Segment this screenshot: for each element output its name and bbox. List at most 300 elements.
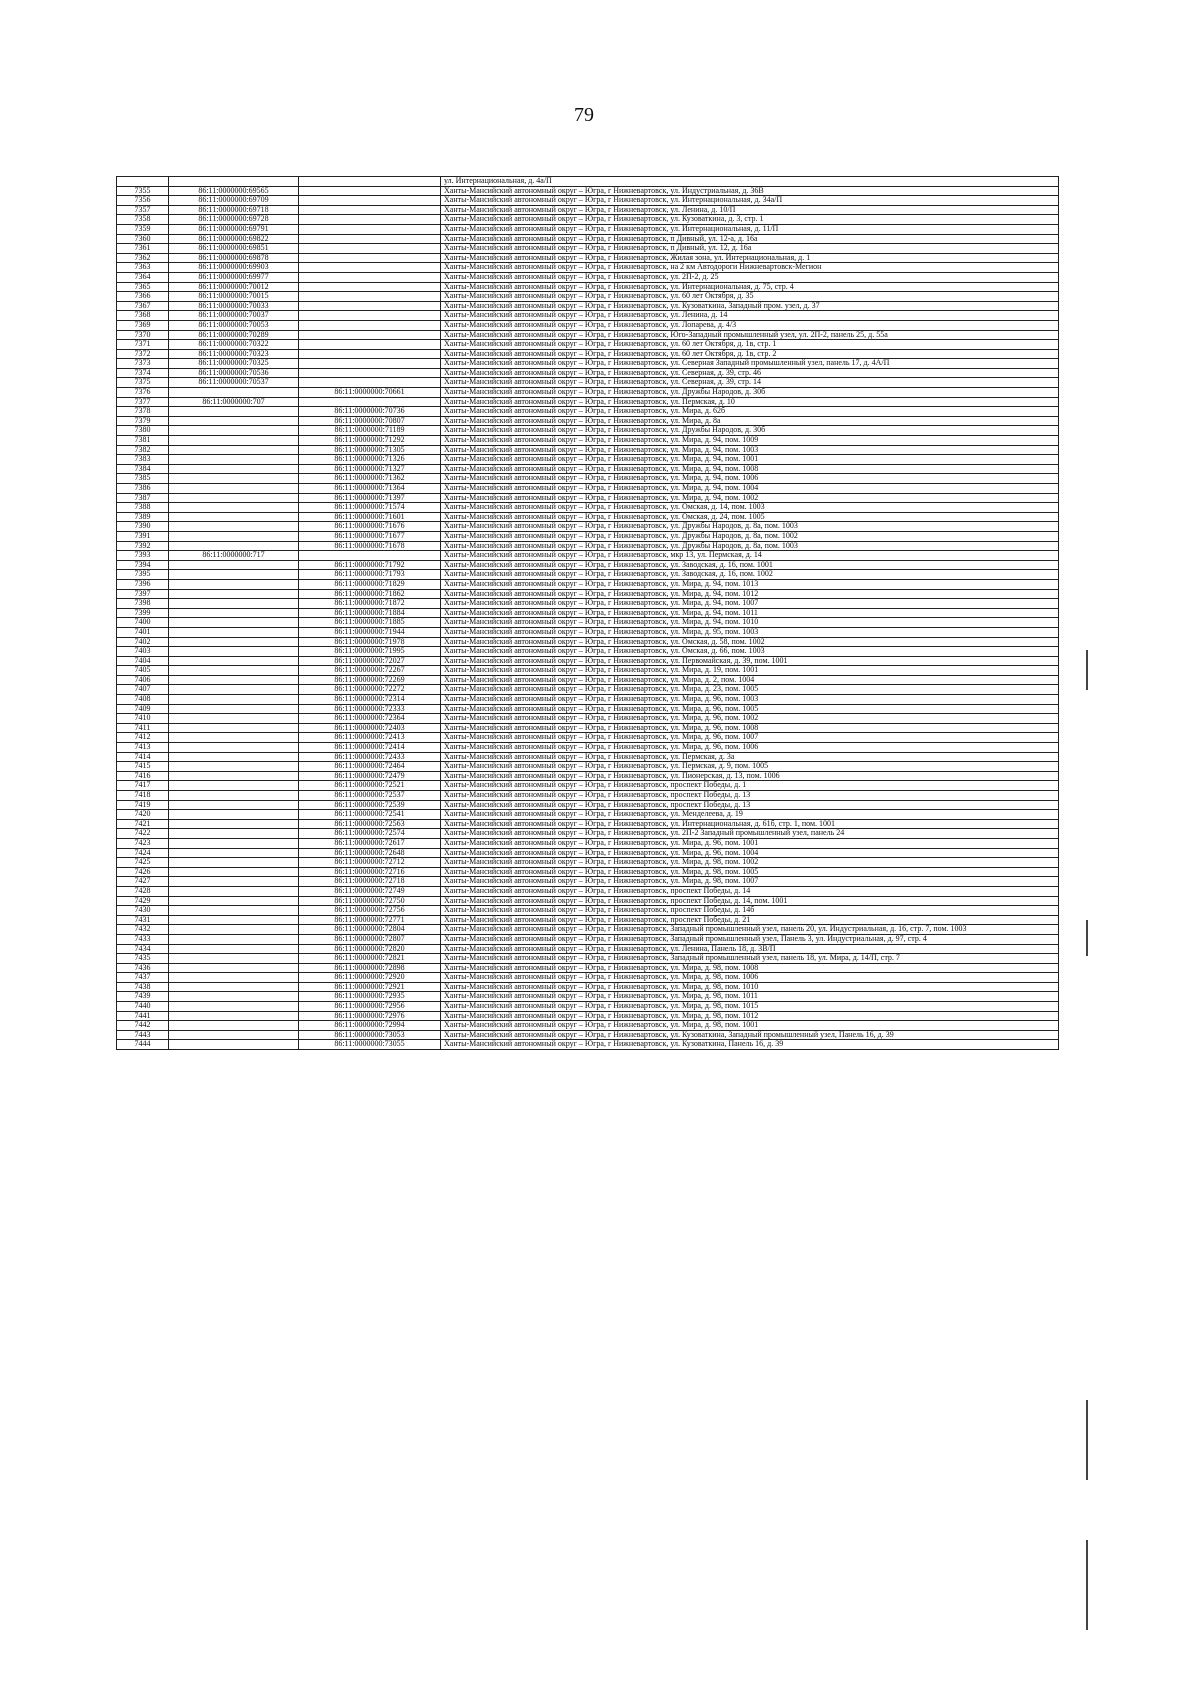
row-number-cell [117,177,169,187]
linked-cadastral-number-cell [299,330,441,340]
row-number-cell: 7375 [117,378,169,388]
cadastral-number-cell [169,925,299,935]
row-number-cell: 7429 [117,896,169,906]
table-row [117,886,1059,896]
table-row [117,647,1059,657]
table-row [117,388,1059,398]
cadastral-number-cell [169,752,299,762]
address-cell: Ханты-Мансийский автономный округ – Югра, г Нижневартовск, Западный промышленный узел, панель 18, ул. Мира, д. 14/П, стр. 7 [441,954,1059,964]
linked-cadastral-number-cell: 86:11:0000000:72994 [299,1021,441,1031]
table-row [117,1021,1059,1031]
linked-cadastral-number-cell: 86:11:0000000:72539 [299,800,441,810]
linked-cadastral-number-cell: 86:11:0000000:71872 [299,599,441,609]
address-cell: Ханты-Мансийский автономный округ – Югра, г Нижневартовск, ул. Заводская, д. 16, пом. 1002 [441,570,1059,580]
linked-cadastral-number-cell: 86:11:0000000:72413 [299,733,441,743]
row-number-cell: 7413 [117,743,169,753]
table-row [117,560,1059,570]
address-cell: Ханты-Мансийский автономный округ – Югра, г Нижневартовск, п Дивный, ул. 12-а, д. 16а [441,234,1059,244]
address-cell: Ханты-Мансийский автономный округ – Югра, г Нижневартовск, проспект Победы, д. 14, пом. 1001 [441,896,1059,906]
address-cell: Ханты-Мансийский автономный округ – Югра, г Нижневартовск, ул. Мира, д. 94, пом. 1012 [441,589,1059,599]
cadastral-number-cell [169,503,299,513]
cadastral-number-cell [169,743,299,753]
linked-cadastral-number-cell: 86:11:0000000:71995 [299,647,441,657]
linked-cadastral-number-cell: 86:11:0000000:72521 [299,781,441,791]
address-cell: Ханты-Мансийский автономный округ – Югра, г Нижневартовск, на 2 км Автодороги Нижневартовск-Мегион [441,263,1059,273]
table-row [117,224,1059,234]
linked-cadastral-number-cell: 86:11:0000000:73055 [299,1040,441,1050]
cadastral-number-cell: 86:11:0000000:69565 [169,186,299,196]
address-cell: Ханты-Мансийский автономный округ – Югра, г Нижневартовск, проспект Победы, д. 1 [441,781,1059,791]
linked-cadastral-number-cell: 86:11:0000000:72750 [299,896,441,906]
row-number-cell: 7414 [117,752,169,762]
linked-cadastral-number-cell: 86:11:0000000:72807 [299,934,441,944]
address-cell: Ханты-Мансийский автономный округ – Югра, г Нижневартовск, ул. Мира, д. 94, пом. 1007 [441,599,1059,609]
row-number-cell: 7405 [117,666,169,676]
row-number-cell: 7398 [117,599,169,609]
address-cell: Ханты-Мансийский автономный округ – Югра, г Нижневартовск, ул. Северная, д. 39, стр. 14 [441,378,1059,388]
address-cell: Ханты-Мансийский автономный округ – Югра, г Нижневартовск, ул. Мира, д. 98, пом. 1008 [441,963,1059,973]
row-number-cell: 7384 [117,464,169,474]
row-number-cell: 7437 [117,973,169,983]
address-cell: Ханты-Мансийский автономный округ – Югра, г Нижневартовск, ул. 2П-2 Западный промышленный узел, панель 24 [441,829,1059,839]
linked-cadastral-number-cell: 86:11:0000000:72433 [299,752,441,762]
table-row [117,1030,1059,1040]
row-number-cell: 7423 [117,838,169,848]
cadastral-number-cell [169,416,299,426]
cadastral-number-cell [169,560,299,570]
cadastral-number-cell [169,934,299,944]
linked-cadastral-number-cell: 86:11:0000000:72820 [299,944,441,954]
table-row [117,263,1059,273]
cadastral-number-cell [169,455,299,465]
address-cell: Ханты-Мансийский автономный округ – Югра, г Нижневартовск, ул. Кузоваткина, Панель 16, д. 39 [441,1040,1059,1050]
table-row [117,771,1059,781]
address-cell: Ханты-Мансийский автономный округ – Югра, г Нижневартовск, ул. Мира, д. 8а [441,416,1059,426]
row-number-cell: 7365 [117,282,169,292]
linked-cadastral-number-cell [299,378,441,388]
linked-cadastral-number-cell: 86:11:0000000:71862 [299,589,441,599]
address-cell: Ханты-Мансийский автономный округ – Югра, г Нижневартовск, ул. 2П-2, д. 25 [441,272,1059,282]
cadastral-number-cell [169,685,299,695]
address-cell: Ханты-Мансийский автономный округ – Югра, г Нижневартовск, ул. Мира, д. 98, пом. 1010 [441,982,1059,992]
address-cell: Ханты-Мансийский автономный округ – Югра, г Нижневартовск, ул. Ленина, д. 10/П [441,205,1059,215]
address-cell: Ханты-Мансийский автономный округ – Югра, г Нижневартовск, ул. 60 лет Октября, д. 35 [441,292,1059,302]
linked-cadastral-number-cell: 86:11:0000000:71574 [299,503,441,513]
cadastral-number-cell [169,484,299,494]
linked-cadastral-number-cell: 86:11:0000000:72976 [299,1011,441,1021]
cadastral-number-cell [169,992,299,1002]
linked-cadastral-number-cell: 86:11:0000000:70807 [299,416,441,426]
table-row [117,579,1059,589]
cadastral-number-cell [169,848,299,858]
row-number-cell: 7393 [117,551,169,561]
row-number-cell: 7394 [117,560,169,570]
cadastral-number-cell: 86:11:0000000:707 [169,397,299,407]
cadastral-number-cell: 86:11:0000000:69709 [169,196,299,206]
address-cell: Ханты-Мансийский автономный округ – Югра, г Нижневартовск, ул. Мира, д. 96, пом. 1008 [441,723,1059,733]
row-number-cell: 7359 [117,224,169,234]
address-cell: Ханты-Мансийский автономный округ – Югра, г Нижневартовск, ул. Интернациональная, д. 61б, стр. 1, пом. 1001 [441,819,1059,829]
table-row [117,915,1059,925]
cadastral-number-cell [169,877,299,887]
cadastral-number-cell: 86:11:0000000:69822 [169,234,299,244]
cadastral-number-cell [169,570,299,580]
row-number-cell: 7435 [117,954,169,964]
cadastral-number-cell [169,781,299,791]
table-row [117,330,1059,340]
row-number-cell: 7368 [117,311,169,321]
address-cell: Ханты-Мансийский автономный округ – Югра, г Нижневартовск, ул. Дружбы Народов, д. 8а, пом. 1003 [441,541,1059,551]
table-row [117,627,1059,637]
address-cell: Ханты-Мансийский автономный округ – Югра, г Нижневартовск, ул. Индустриальная, д. 36В [441,186,1059,196]
linked-cadastral-number-cell [299,301,441,311]
linked-cadastral-number-cell: 86:11:0000000:72716 [299,867,441,877]
row-number-cell: 7409 [117,704,169,714]
cadastral-number-cell: 86:11:0000000:70012 [169,282,299,292]
address-cell: Ханты-Мансийский автономный округ – Югра, г Нижневартовск, ул. Северная Западный промышленный узел, панель 17, д. 4А/П [441,359,1059,369]
linked-cadastral-number-cell: 86:11:0000000:72541 [299,810,441,820]
address-cell: Ханты-Мансийский автономный округ – Югра, г Нижневартовск, проспект Победы, д. 13 [441,800,1059,810]
cadastral-number-cell [169,177,299,187]
table-row [117,484,1059,494]
linked-cadastral-number-cell [299,215,441,225]
address-cell: Ханты-Мансийский автономный округ – Югра, г Нижневартовск, ул. 60 лет Октября, д. 1в, стр. 2 [441,349,1059,359]
row-number-cell: 7364 [117,272,169,282]
cadastral-number-cell: 86:11:0000000:70536 [169,368,299,378]
address-cell: Ханты-Мансийский автономный округ – Югра, г Нижневартовск, ул. Мира, д. 96, пом. 1002 [441,714,1059,724]
cadastral-number-cell [169,589,299,599]
linked-cadastral-number-cell: 86:11:0000000:72756 [299,906,441,916]
address-cell: Ханты-Мансийский автономный округ – Югра, г Нижневартовск, ул. Заводская, д. 16, пом. 1001 [441,560,1059,570]
table-row [117,695,1059,705]
cadastral-number-cell: 86:11:0000000:69851 [169,244,299,254]
linked-cadastral-number-cell: 86:11:0000000:72712 [299,858,441,868]
linked-cadastral-number-cell: 86:11:0000000:72267 [299,666,441,676]
address-cell: Ханты-Мансийский автономный округ – Югра, г Нижневартовск, ул. Кузоваткина, Западный пром. узел, д. 37 [441,301,1059,311]
address-cell: Ханты-Мансийский автономный округ – Югра, г Нижневартовск, ул. Мира, д. 96, пом. 1001 [441,838,1059,848]
address-cell: Ханты-Мансийский автономный округ – Югра, г Нижневартовск, п Дивный, ул. 12, д. 16а [441,244,1059,254]
table-row [117,848,1059,858]
row-number-cell: 7366 [117,292,169,302]
linked-cadastral-number-cell: 86:11:0000000:72935 [299,992,441,1002]
cadastral-number-cell [169,608,299,618]
linked-cadastral-number-cell [299,177,441,187]
address-cell: Ханты-Мансийский автономный округ – Югра, г Нижневартовск, ул. Мира, д. 94, пом. 1008 [441,464,1059,474]
address-cell: Ханты-Мансийский автономный округ – Югра, г Нижневартовск, ул. Омская, д. 14, пом. 1003 [441,503,1059,513]
table-row [117,963,1059,973]
linked-cadastral-number-cell: 86:11:0000000:72027 [299,656,441,666]
row-number-cell: 7386 [117,484,169,494]
row-number-cell: 7388 [117,503,169,513]
table-row [117,992,1059,1002]
linked-cadastral-number-cell [299,234,441,244]
linked-cadastral-number-cell [299,282,441,292]
address-cell: Ханты-Мансийский автономный округ – Югра, г Нижневартовск, ул. Мира, д. 98, пом. 1012 [441,1011,1059,1021]
cadastral-number-cell: 86:11:0000000:69718 [169,205,299,215]
cadastral-number-cell [169,637,299,647]
row-number-cell: 7421 [117,819,169,829]
cadastral-number-cell [169,771,299,781]
address-cell: Ханты-Мансийский автономный округ – Югра, г Нижневартовск, ул. Омская, д. 58, пом. 1002 [441,637,1059,647]
linked-cadastral-number-cell [299,551,441,561]
linked-cadastral-number-cell: 86:11:0000000:72956 [299,1002,441,1012]
cadastral-number-cell [169,858,299,868]
address-cell: Ханты-Мансийский автономный округ – Югра, г Нижневартовск, ул. Мира, д. 2, пом. 1004 [441,675,1059,685]
scan-artifact-right-3 [1086,1400,1088,1480]
cadastral-number-cell [169,388,299,398]
linked-cadastral-number-cell: 86:11:0000000:71326 [299,455,441,465]
linked-cadastral-number-cell: 86:11:0000000:70661 [299,388,441,398]
scan-artifact-right-1 [1086,650,1088,690]
address-cell: Ханты-Мансийский автономный округ – Югра, г Нижневартовск, ул. Менделеева, д. 19 [441,810,1059,820]
table-row [117,954,1059,964]
table-row [117,829,1059,839]
row-number-cell: 7396 [117,579,169,589]
table-row [117,177,1059,187]
linked-cadastral-number-cell: 86:11:0000000:71884 [299,608,441,618]
table-row [117,934,1059,944]
address-cell: Ханты-Мансийский автономный округ – Югра, г Нижневартовск, Западный промышленный узел, Панель 3, ул. Индустриальная, д. 97, стр. 4 [441,934,1059,944]
address-cell: Ханты-Мансийский автономный округ – Югра, г Нижневартовск, ул. Ленина, д. 14 [441,311,1059,321]
cadastral-number-cell [169,915,299,925]
table-row [117,340,1059,350]
row-number-cell: 7430 [117,906,169,916]
table-row [117,512,1059,522]
linked-cadastral-number-cell [299,368,441,378]
address-cell: Ханты-Мансийский автономный округ – Югра, г Нижневартовск, проспект Победы, д. 21 [441,915,1059,925]
linked-cadastral-number-cell [299,320,441,330]
address-cell: Ханты-Мансийский автономный округ – Югра, г Нижневартовск, ул. Мира, д. 95, пом. 1003 [441,627,1059,637]
cadastral-number-cell [169,647,299,657]
table-row [117,1002,1059,1012]
cadastral-number-cell: 86:11:0000000:70322 [169,340,299,350]
table-row [117,1011,1059,1021]
table-row [117,838,1059,848]
address-cell: Ханты-Мансийский автономный округ – Югра, г Нижневартовск, ул. Северная, д. 39, стр. 46 [441,368,1059,378]
address-cell: Ханты-Мансийский автономный округ – Югра, г Нижневартовск, ул. Кузоваткина, Западный промышленный узел, Панель 16, д. 39 [441,1030,1059,1040]
linked-cadastral-number-cell: 86:11:0000000:71944 [299,627,441,637]
scan-artifact-right-4 [1086,1540,1088,1630]
linked-cadastral-number-cell: 86:11:0000000:71792 [299,560,441,570]
cadastral-number-cell [169,675,299,685]
linked-cadastral-number-cell: 86:11:0000000:72920 [299,973,441,983]
linked-cadastral-number-cell [299,263,441,273]
cadastral-number-cell [169,963,299,973]
address-cell: Ханты-Мансийский автономный округ – Югра, г Нижневартовск, ул. Мира, д. 94, пом. 1003 [441,445,1059,455]
table-row [117,723,1059,733]
row-number-cell: 7374 [117,368,169,378]
linked-cadastral-number-cell [299,397,441,407]
row-number-cell: 7412 [117,733,169,743]
linked-cadastral-number-cell: 86:11:0000000:72333 [299,704,441,714]
table-row [117,1040,1059,1050]
table-row [117,378,1059,388]
row-number-cell: 7439 [117,992,169,1002]
cadastral-number-cell [169,723,299,733]
row-number-cell: 7420 [117,810,169,820]
linked-cadastral-number-cell: 86:11:0000000:70736 [299,407,441,417]
linked-cadastral-number-cell: 86:11:0000000:71601 [299,512,441,522]
row-number-cell: 7417 [117,781,169,791]
address-cell: Ханты-Мансийский автономный округ – Югра, г Нижневартовск, ул. Дружбы Народов, д. 8а, пом. 1002 [441,531,1059,541]
cadastral-number-cell [169,618,299,628]
table-row [117,455,1059,465]
address-cell: Ханты-Мансийский автономный округ – Югра, г Нижневартовск, ул. 60 лет Октября, д. 1в, стр. 1 [441,340,1059,350]
cadastral-number-cell [169,493,299,503]
linked-cadastral-number-cell [299,186,441,196]
register-body [117,177,1059,1050]
table-row [117,234,1059,244]
table-row [117,762,1059,772]
address-cell: Ханты-Мансийский автономный округ – Югра, г Нижневартовск, ул. Мира, д. 94, пом. 1001 [441,455,1059,465]
row-number-cell: 7415 [117,762,169,772]
linked-cadastral-number-cell: 86:11:0000000:72364 [299,714,441,724]
table-row [117,368,1059,378]
table-row [117,282,1059,292]
linked-cadastral-number-cell: 86:11:0000000:73053 [299,1030,441,1040]
table-row [117,464,1059,474]
row-number-cell: 7363 [117,263,169,273]
linked-cadastral-number-cell: 86:11:0000000:72272 [299,685,441,695]
row-number-cell: 7424 [117,848,169,858]
linked-cadastral-number-cell: 86:11:0000000:71364 [299,484,441,494]
cadastral-number-cell: 86:11:0000000:70323 [169,349,299,359]
linked-cadastral-number-cell: 86:11:0000000:72898 [299,963,441,973]
cadastral-number-cell [169,733,299,743]
table-row [117,685,1059,695]
linked-cadastral-number-cell: 86:11:0000000:72771 [299,915,441,925]
cadastral-number-cell [169,599,299,609]
row-number-cell: 7400 [117,618,169,628]
table-row [117,359,1059,369]
address-cell: Ханты-Мансийский автономный округ – Югра, г Нижневартовск, ул. Мира, д. 98, пом. 1005 [441,867,1059,877]
table-row [117,426,1059,436]
table-row [117,349,1059,359]
address-cell: Ханты-Мансийский автономный округ – Югра, г Нижневартовск, ул. Мира, д. 94, пом. 1006 [441,474,1059,484]
table-row [117,896,1059,906]
row-number-cell: 7395 [117,570,169,580]
table-row [117,474,1059,484]
row-number-cell: 7355 [117,186,169,196]
table-row [117,320,1059,330]
address-cell: Ханты-Мансийский автономный округ – Югра, г Нижневартовск, ул. Интернациональная, д. 34а/П [441,196,1059,206]
cadastral-number-cell: 86:11:0000000:70033 [169,301,299,311]
row-number-cell: 7389 [117,512,169,522]
address-cell: Ханты-Мансийский автономный округ – Югра, г Нижневартовск, ул. Мира, д. 96, пом. 1003 [441,695,1059,705]
row-number-cell: 7432 [117,925,169,935]
address-cell: Ханты-Мансийский автономный округ – Югра, г Нижневартовск, проспект Победы, д. 14 [441,886,1059,896]
linked-cadastral-number-cell [299,349,441,359]
linked-cadastral-number-cell: 86:11:0000000:71978 [299,637,441,647]
table-row [117,733,1059,743]
linked-cadastral-number-cell: 86:11:0000000:72314 [299,695,441,705]
address-cell: Ханты-Мансийский автономный округ – Югра, г Нижневартовск, ул. Мира, д. 94, пом. 1011 [441,608,1059,618]
row-number-cell: 7356 [117,196,169,206]
linked-cadastral-number-cell: 86:11:0000000:71829 [299,579,441,589]
linked-cadastral-number-cell: 86:11:0000000:72269 [299,675,441,685]
row-number-cell: 7407 [117,685,169,695]
table-row [117,397,1059,407]
address-cell: Ханты-Мансийский автономный округ – Югра, г Нижневартовск, ул. Дружбы Народов, д. 8а, пом. 1003 [441,522,1059,532]
table-row [117,982,1059,992]
linked-cadastral-number-cell: 86:11:0000000:71885 [299,618,441,628]
cadastral-number-cell [169,1030,299,1040]
row-number-cell: 7357 [117,205,169,215]
row-number-cell: 7387 [117,493,169,503]
cadastral-number-cell [169,906,299,916]
cadastral-number-cell: 86:11:0000000:69791 [169,224,299,234]
row-number-cell: 7440 [117,1002,169,1012]
cadastral-number-cell [169,1002,299,1012]
address-cell: Ханты-Мансийский автономный округ – Югра, г Нижневартовск, Юго-Западный промышленный узел, ул. 2П-2, панель 25, д. 55а [441,330,1059,340]
row-number-cell: 7402 [117,637,169,647]
table-row [117,867,1059,877]
linked-cadastral-number-cell: 86:11:0000000:72403 [299,723,441,733]
address-cell: Ханты-Мансийский автономный округ – Югра, г Нижневартовск, ул. Омская, д. 66, пом. 1003 [441,647,1059,657]
linked-cadastral-number-cell [299,311,441,321]
cadastral-number-cell [169,810,299,820]
address-cell: Ханты-Мансийский автономный округ – Югра, г Нижневартовск, ул. Пермская, д. 3а [441,752,1059,762]
address-cell: Ханты-Мансийский автономный округ – Югра, г Нижневартовск, ул. Мира, д. 98, пом. 1007 [441,877,1059,887]
cadastral-number-cell [169,704,299,714]
table-row [117,973,1059,983]
table-row [117,445,1059,455]
row-number-cell: 7385 [117,474,169,484]
row-number-cell: 7372 [117,349,169,359]
cadastral-number-cell [169,445,299,455]
table-row [117,292,1059,302]
table-row [117,436,1059,446]
cadastral-register-table [116,176,1059,1050]
linked-cadastral-number-cell: 86:11:0000000:71677 [299,531,441,541]
linked-cadastral-number-cell: 86:11:0000000:72574 [299,829,441,839]
address-cell: Ханты-Мансийский автономный округ – Югра, г Нижневартовск, ул. Интернациональная, д. 75, стр. 4 [441,282,1059,292]
row-number-cell: 7383 [117,455,169,465]
address-cell: Ханты-Мансийский автономный округ – Югра, г Нижневартовск, ул. Мира, д. 96, пом. 1004 [441,848,1059,858]
address-cell: Ханты-Мансийский автономный округ – Югра, г Нижневартовск, ул. Мира, д. 62б [441,407,1059,417]
address-cell: Ханты-Мансийский автономный округ – Югра, г Нижневартовск, ул. Пермская, д. 9, пом. 1005 [441,762,1059,772]
table-row [117,877,1059,887]
address-cell: Ханты-Мансийский автономный округ – Югра, г Нижневартовск, ул. Мира, д. 98, пом. 1011 [441,992,1059,1002]
table-row [117,608,1059,618]
row-number-cell: 7427 [117,877,169,887]
table-row [117,637,1059,647]
address-cell: Ханты-Мансийский автономный округ – Югра, г Нижневартовск, ул. Мира, д. 98, пом. 1002 [441,858,1059,868]
row-number-cell: 7360 [117,234,169,244]
table-row [117,311,1059,321]
row-number-cell: 7442 [117,1021,169,1031]
linked-cadastral-number-cell: 86:11:0000000:71793 [299,570,441,580]
row-number-cell: 7408 [117,695,169,705]
row-number-cell: 7369 [117,320,169,330]
row-number-cell: 7436 [117,963,169,973]
row-number-cell: 7358 [117,215,169,225]
row-number-cell: 7433 [117,934,169,944]
table-row [117,541,1059,551]
table-row [117,272,1059,282]
table-row [117,810,1059,820]
cadastral-number-cell: 86:11:0000000:717 [169,551,299,561]
row-number-cell: 7376 [117,388,169,398]
row-number-cell: 7380 [117,426,169,436]
cadastral-number-cell [169,1011,299,1021]
cadastral-number-cell [169,800,299,810]
linked-cadastral-number-cell [299,253,441,263]
row-number-cell: 7438 [117,982,169,992]
table-row [117,253,1059,263]
table-row [117,551,1059,561]
linked-cadastral-number-cell: 86:11:0000000:72749 [299,886,441,896]
